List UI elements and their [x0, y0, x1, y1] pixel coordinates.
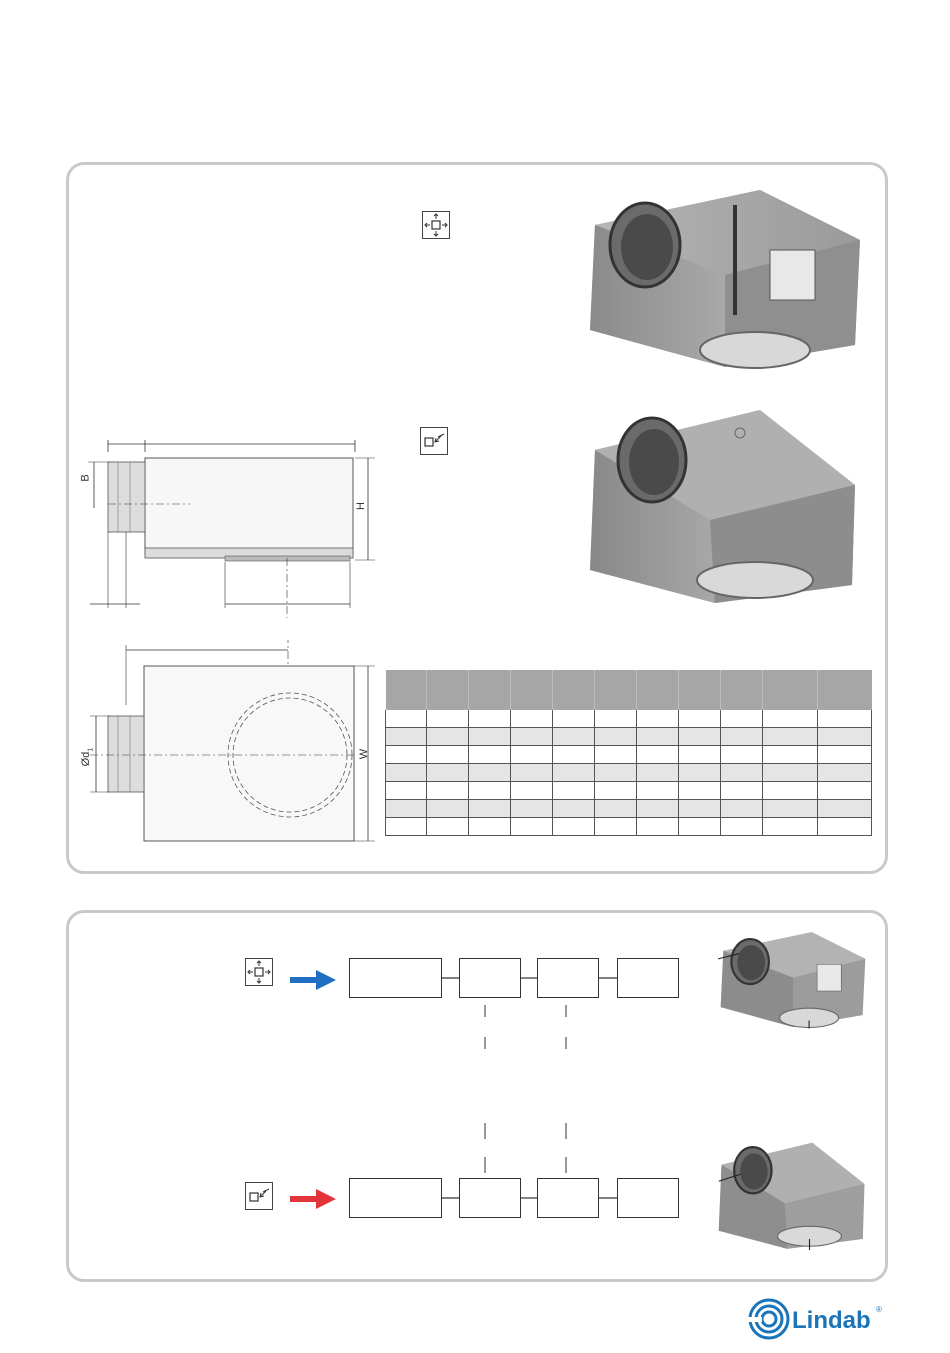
supply-arrow-icon — [290, 970, 336, 990]
dim-label-w: W — [358, 748, 371, 760]
dimensions-table — [385, 670, 872, 836]
supply-box-thumbnail — [718, 928, 868, 1030]
brand-name: Lindab — [792, 1307, 871, 1334]
code-connectors — [440, 975, 680, 1205]
table-row — [386, 818, 872, 836]
code-box-1 — [349, 958, 442, 998]
supply-box-photo — [585, 185, 865, 370]
table-row — [386, 764, 872, 782]
plan-view-drawing — [80, 640, 380, 845]
table-header-row — [386, 670, 872, 710]
code-box-1 — [349, 1178, 442, 1218]
extract-diffuser-icon — [420, 427, 448, 455]
supply-diffuser-icon — [245, 958, 273, 986]
side-elevation-drawing — [80, 438, 380, 618]
table-row — [386, 782, 872, 800]
table-row — [386, 710, 872, 728]
extract-diffuser-icon — [245, 1182, 273, 1210]
extract-arrow-icon — [290, 1189, 336, 1209]
dim-label-d1: $Ød_1$ — [80, 747, 95, 767]
extract-box-photo — [590, 405, 860, 605]
extract-box-thumbnail — [718, 1140, 868, 1250]
table-row — [386, 728, 872, 746]
lindab-logo — [748, 1297, 888, 1341]
table-row — [386, 800, 872, 818]
dim-label-h: H — [354, 502, 367, 510]
dim-label-b: B — [79, 474, 92, 482]
registered-mark: ® — [876, 1305, 882, 1314]
supply-diffuser-icon — [422, 211, 450, 239]
table-row — [386, 746, 872, 764]
